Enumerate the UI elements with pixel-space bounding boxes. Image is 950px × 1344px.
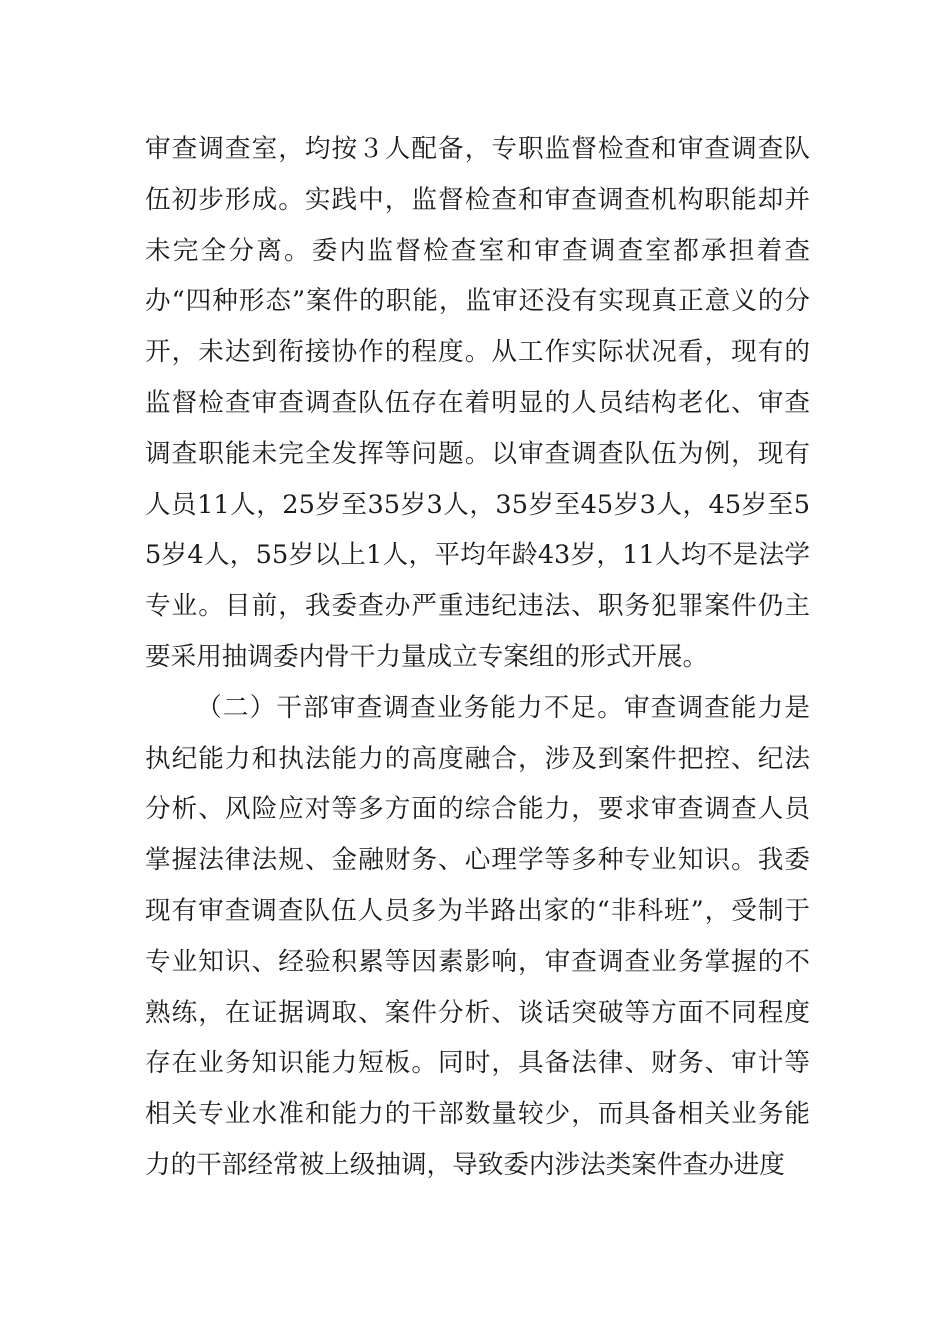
paragraph-continued: 审查调查室，均按３人配备，专职监督检查和审查调查队伍初步形成。实践中，监督检查和审查调查机构职能却并未完全分离。委内监督检查室和审查调查室都承担着查办“四种形态”案件的职能，监审还没有实现真正意义的分开，未达到衔接协作的程度。从工作实际状况看，现有的监督检查审查调查队伍存在着明显的人员结构老化、审查调查职能未完全发挥等问题。以审查调查队伍为例，现有人员11人，25岁至35岁3人，35岁至45岁3人，45岁至55岁4人，55岁以上1人，平均年龄43岁，11人均不是法学专业。目前，我委查办严重违纪违法、职务犯罪案件仍主要采用抽调委内骨干力量成立专案组的形式开展。 [145,134,810,672]
paragraph-section-two: （二）干部审查调查业务能力不足。审查调查能力是执纪能力和执法能力的高度融合，涉及到案件把控、纪法分析、风险应对等多方面的综合能力，要求审查调查人员掌握法律法规、金融财务、心理学等多种专业知识。我委现有审查调查队伍人员多为半路出家的“非科班”，受制于专业知识、经验积累等因素影响，审查调查业务掌握的不熟练，在证据调取、案件分析、谈话突破等方面不同程度存在业务知识能力短板。同时，具备法律、财务、审计等相关专业水准和能力的干部数量较少，而具备相关业务能力的干部经常被上级抽调，导致委内涉法类案件查办进度 [145,692,810,1180]
document-body [145,124,810,1191]
